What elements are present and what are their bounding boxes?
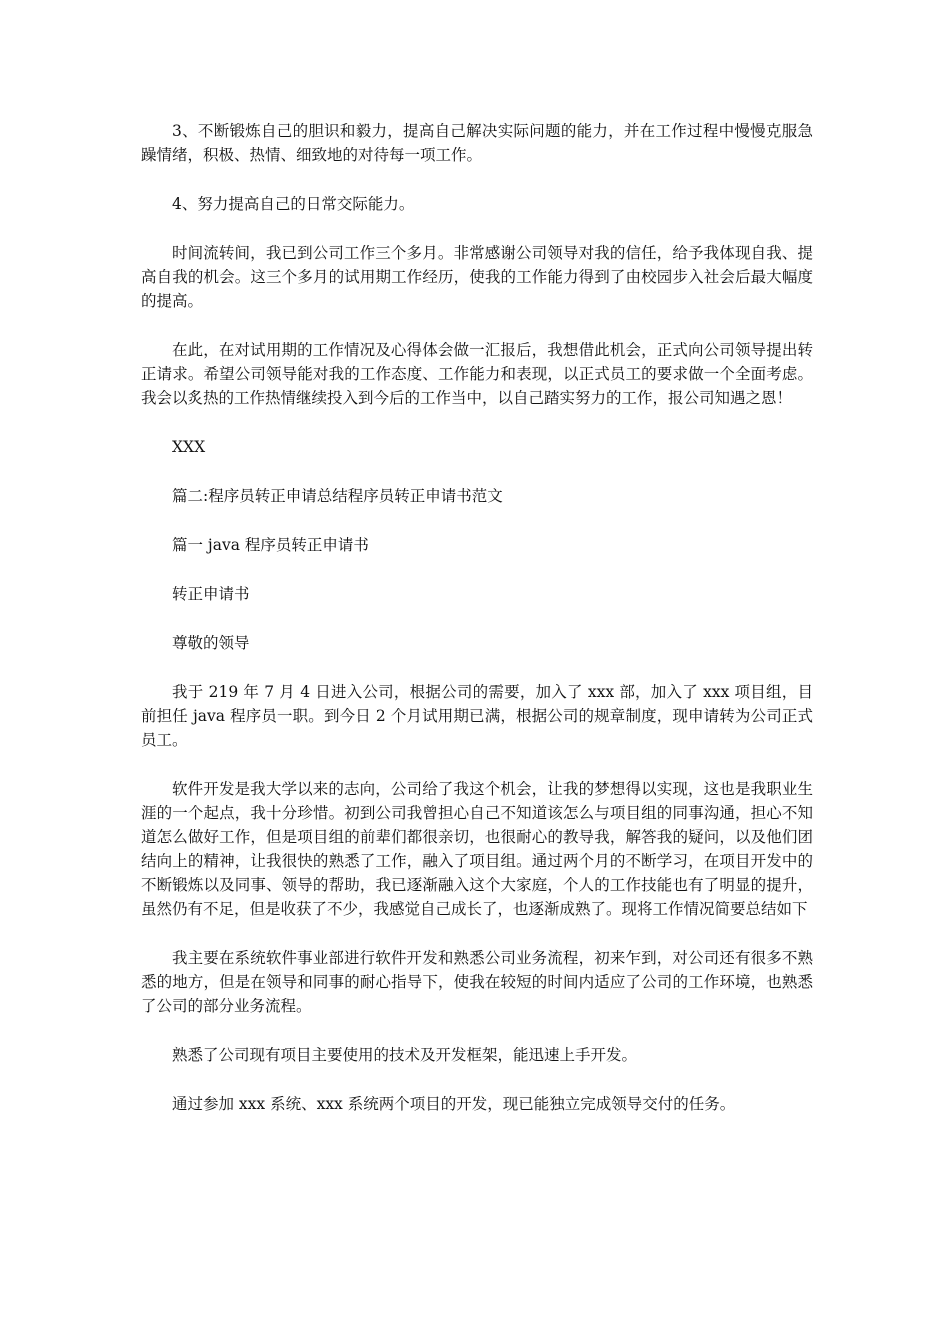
paragraph-projects: 通过参加 xxx 系统、xxx 系统两个项目的开发，现已能独立完成领导交付的任务。 xyxy=(172,1095,736,1113)
paragraph-career: 软件开发是我大学以来的志向，公司给了我这个机会，让我的梦想得以实现，这也是我职业生涯的一个起点，我十分珍惜。初到公司我曾担心自己不知道该怎么与项目组的同事沟通，担心不知道怎么做好工作，但是项目组的前辈们都很亲切，也很耐心的教导我，解答我的疑问，以及他们团结向上的精神，让我很快的熟悉了工作，融入了项目组。通过两个月的不断学习，在项目开发中的不断锻炼以及同事、领导的帮助，我已逐渐融入这个大家庭，个人的工作技能也有了明显的提升，虽然仍有不足，但是收获了不少，我感觉自己成长了，也逐渐成熟了。现将工作情况简要总结如下 xyxy=(141,780,813,918)
paragraph-department: 我主要在系统软件事业部进行软件开发和熟悉公司业务流程，初来乍到，对公司还有很多不熟悉的地方，但是在领导和同事的耐心指导下，使我在较短的时间内适应了公司的工作环境，也熟悉了公司的部分业务流程。 xyxy=(141,949,813,1015)
document-body xyxy=(141,119,813,1116)
paragraph-item-3: 3、不断锻炼自己的胆识和毅力，提高自己解决实际问题的能力，并在工作过程中慢慢克服急躁情绪，积极、热情、细致地的对待每一项工作。 xyxy=(141,122,813,164)
paragraph-request: 在此，在对试用期的工作情况及心得体会做一汇报后，我想借此机会，正式向公司领导提出转正请求。希望公司领导能对我的工作态度、工作能力和表现，以正式员工的要求做一个全面考虑。我会以炙热的工作热情继续投入到今后的工作当中，以自己踏实努力的工作，报公司知遇之恩！ xyxy=(141,341,813,407)
paragraph-tech: 熟悉了公司现有项目主要使用的技术及开发框架，能迅速上手开发。 xyxy=(172,1046,638,1064)
document-title: 转正申请书 xyxy=(172,585,250,603)
section-title-part-two: 篇二:程序员转正申请总结程序员转正申请书范文 xyxy=(172,487,503,505)
paragraph-intro: 我于 219 年 7 月 4 日进入公司，根据公司的需要，加入了 xxx 部，加入了 xxx 项目组，目前担任 java 程序员一职。到今日 2 个月试用期已满，根据公司的规章制度，现申请转为公司正式员工。 xyxy=(141,683,813,749)
signature-name: XXX xyxy=(172,438,206,456)
paragraph-time-reflection: 时间流转间，我已到公司工作三个多月。非常感谢公司领导对我的信任，给予我体现自我、提高自我的机会。这三个多月的试用期工作经历，使我的工作能力得到了由校园步入社会后最大幅度的提高。 xyxy=(141,244,813,310)
salutation: 尊敬的领导 xyxy=(172,634,250,652)
section-title-java: 篇一 java 程序员转正申请书 xyxy=(172,536,369,554)
paragraph-item-4: 4、努力提高自己的日常交际能力。 xyxy=(172,195,415,213)
